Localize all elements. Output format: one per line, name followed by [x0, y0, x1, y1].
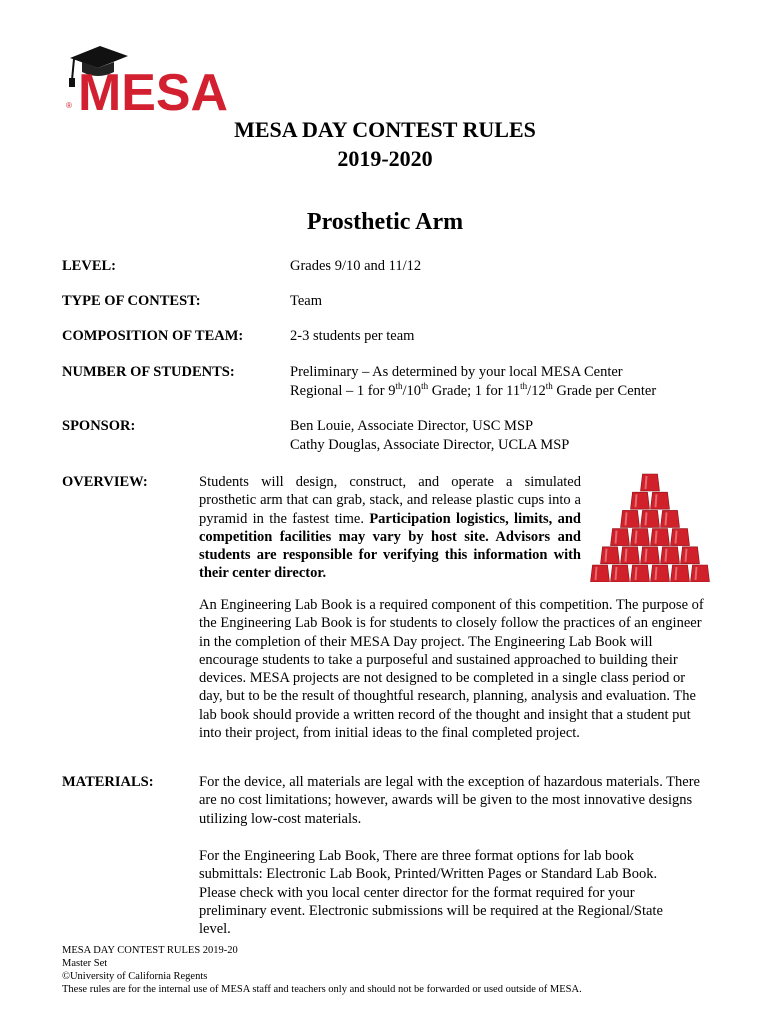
materials-label: MATERIALS: [62, 774, 154, 790]
sponsor-line-1: Ben Louie, Associate Director, USC MSP [290, 418, 534, 434]
contest-title: Prosthetic Arm [306, 209, 464, 235]
cup [631, 529, 650, 546]
footer-line-3: ©University of California Regents [62, 971, 208, 982]
footer-line-1: MESA DAY CONTEST RULES 2019-20 [62, 945, 238, 956]
cup [631, 492, 650, 509]
cup [661, 510, 680, 527]
cup [611, 529, 630, 546]
cup [661, 547, 680, 564]
cup-pyramid-image [590, 470, 710, 582]
cup [651, 492, 670, 509]
cup [641, 510, 660, 527]
sponsor-line-2: Cathy Douglas, Associate Director, UCLA MSP [290, 437, 570, 453]
overview-label: OVERVIEW: [62, 474, 148, 490]
cup [681, 547, 700, 564]
sponsor-label: SPONSOR: [62, 418, 136, 434]
footer [62, 944, 582, 996]
cup [621, 547, 640, 564]
students-line-2: Regional – 1 for 9th/10th Grade; 1 for 11th/12th Grade per Center [290, 381, 657, 399]
overview-paragraph-1: Students will design, construct, and operate a simulated prosthetic arm that can grab, stack, and release plastic cups into a pyramid in the fastest time. Participation logistics, limits, and competition facilities may vary by host site. Advisors and students are responsible for verifying this information with their center director. [199, 474, 581, 582]
students-label: NUMBER OF STUDENTS: [62, 364, 235, 380]
cup [671, 529, 690, 546]
mesa-logo [62, 40, 232, 115]
cup [641, 547, 660, 564]
footer-line-2: Master Set [62, 958, 108, 969]
title-line-1: MESA DAY CONTEST RULES [234, 117, 536, 142]
logo-text: MESA [78, 64, 228, 115]
cup [671, 565, 690, 582]
type-value: Team [290, 293, 322, 309]
cup [651, 529, 670, 546]
cup [611, 565, 630, 582]
cup [631, 565, 650, 582]
cup [641, 474, 660, 491]
level-value: Grades 9/10 and 11/12 [290, 258, 422, 274]
registered-mark: ® [66, 101, 72, 110]
cup [591, 565, 610, 582]
overview-paragraph-2: An Engineering Lab Book is a required component of this competition. The purpose of the Engineering Lab Book is for students to closely follow the practices of an engineer in the completion of their MESA Day project. The Engineering Lab Book will encourage students to take a purposeful and sustained approached to building their devices. MESA projects are not designed to be completed in a single class period or day, but to be the result of thoughtful research, planning, analysis and evaluation. The lab book should provide a written record of the thought and insight that a student put into their project, from initial ideas to the final completed project. [199, 597, 704, 742]
type-label: TYPE OF CONTEST: [62, 293, 201, 309]
composition-label: COMPOSITION OF TEAM: [62, 328, 244, 344]
footer-line-4: These rules are for the internal use of MESA staff and teachers only and should not be forwarded or used outside of MESA. [62, 984, 582, 995]
composition-value: 2-3 students per team [290, 328, 415, 344]
materials-paragraph-1: For the device, all materials are legal with the exception of hazardous materials. There are no cost limitations; however, awards will be given to the most innovative designs utilizing low-cost materials. [199, 774, 700, 827]
cup [651, 565, 670, 582]
cup [601, 547, 620, 564]
materials-paragraph-2: For the Engineering Lab Book, There are three format options for lab book submittals: Electronic Lab Book, Printed/Written Pages or Standard Lab Book. Please check with you local center director for the format required for your preliminary event. Electronic submissions will be required at the Regional/State level. [199, 848, 663, 938]
cup [691, 565, 710, 582]
title-line-2: 2019-2020 [337, 146, 433, 171]
cup [621, 510, 640, 527]
students-line-1: Preliminary – As determined by your local MESA Center [290, 364, 623, 380]
level-label: LEVEL: [62, 258, 116, 274]
students-value [290, 363, 656, 401]
sponsor-value [290, 417, 569, 455]
